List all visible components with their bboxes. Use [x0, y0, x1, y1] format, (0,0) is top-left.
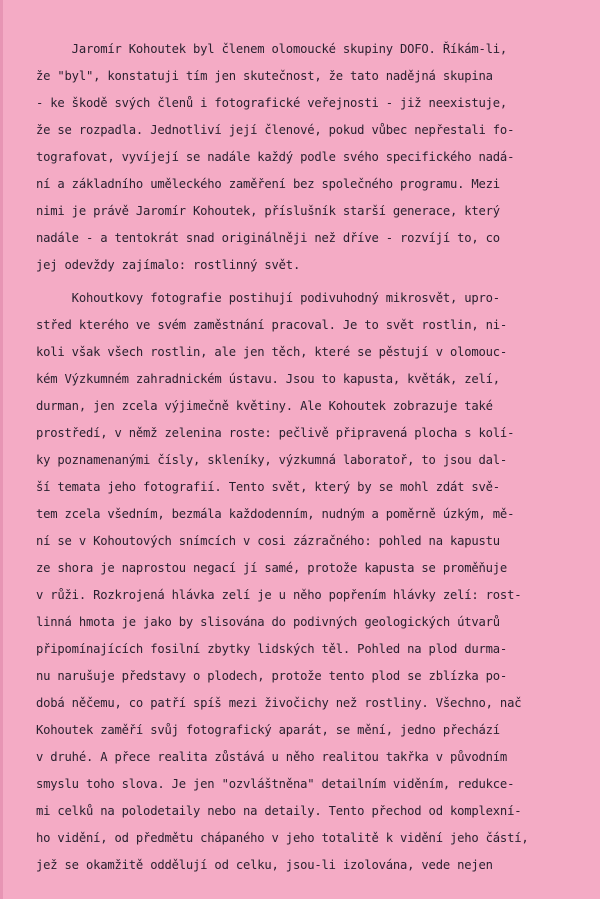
text-line: ho vidění, od předmětu chápaného v jeho totalitě k vidění jeho částí,	[36, 831, 529, 845]
text-line: ky poznamenanými čísly, skleníky, výzkumná laboratoř, to jsou dal-	[36, 453, 508, 467]
text-line: v druhé. A přece realita zůstává u něho realitou takřka v původním	[36, 750, 508, 764]
text-line: smyslu toho slova. Je jen "ozvláštněna" detailním viděním, redukce-	[36, 777, 515, 791]
text-line: dobá něčemu, co patří spíš mezi živočichy než rostliny. Všechno, nač	[36, 696, 522, 710]
text-line: kém Výzkumném zahradnickém ústavu. Jsou to kapusta, květák, zelí,	[36, 372, 500, 386]
text-line: prostředí, v němž zelenina roste: pečlivě připravená plocha s kolí-	[36, 426, 515, 440]
text-line: mi celků na polodetaily nebo na detaily. Tento přechod od komplexní-	[36, 804, 522, 818]
text-line: v růži. Rozkrojená hlávka zelí je u něho popřením hlávky zelí: rost-	[36, 588, 522, 602]
text-line: - ke škodě svých členů i fotografické veřejnosti - již neexistuje,	[36, 96, 508, 110]
text-line: jež se okamžitě oddělují od celku, jsou-li izolována, vede nejen	[36, 858, 493, 872]
text-line: tem zcela všedním, bezmála každodenním, nudným a poměrně úzkým, mě-	[36, 507, 515, 521]
text-line: nu narušuje představy o plodech, protože tento plod se zblízka po-	[36, 669, 508, 683]
text-line: připomínajících fosilní zbytky lidských těl. Pohled na plod durma-	[36, 642, 508, 656]
text-line: Kohoutek zaměří svůj fotografický aparát, se mění, jedno přechází	[36, 723, 500, 737]
text-line: střed kterého ve svém zaměstnání pracoval. Je to svět rostlin, ni-	[36, 318, 508, 332]
text-line: ní a základního uměleckého zaměření bez společného programu. Mezi	[36, 177, 500, 191]
text-line: ze shora je naprostou negací jí samé, protože kapusta se proměňuje	[36, 561, 508, 575]
text-line: linná hmota je jako by slisována do podivných geologických útvarů	[36, 615, 500, 629]
text-line: nadále - a tentokrát snad originálněji než dříve - rozvíjí to, co	[36, 231, 500, 245]
page-edge-shadow	[0, 0, 3, 899]
text-line: jej odevždy zajímalo: rostlinný svět.	[36, 258, 301, 272]
text-line: Jaromír Kohoutek byl členem olomoucké skupiny DOFO. Říkám-li,	[36, 42, 508, 56]
text-line: durman, jen zcela výjimečně květiny. Ale Kohoutek zobrazuje také	[36, 399, 493, 413]
text-line: tografovat, vyvíjejí se nadále každý podle svého specifického nadá-	[36, 150, 515, 164]
text-line: ní se v Kohoutových snímcích v cosi zázračného: pohled na kapustu	[36, 534, 500, 548]
text-line: Kohoutkovy fotografie postihují podivuhodný mikrosvět, upro-	[36, 291, 500, 305]
text-line: koli však všech rostlin, ale jen těch, které se pěstují v olomouc-	[36, 345, 508, 359]
text-line: že "byl", konstatuji tím jen skutečnost, že tato nadějná skupina	[36, 69, 493, 83]
text-line: že se rozpadla. Jednotliví její členové, pokud vůbec nepřestali fo-	[36, 123, 515, 137]
text-line: nimi je právě Jaromír Kohoutek, příslušník starší generace, který	[36, 204, 500, 218]
text-line: ší temata jeho fotografií. Tento svět, který by se mohl zdát svě-	[36, 480, 500, 494]
